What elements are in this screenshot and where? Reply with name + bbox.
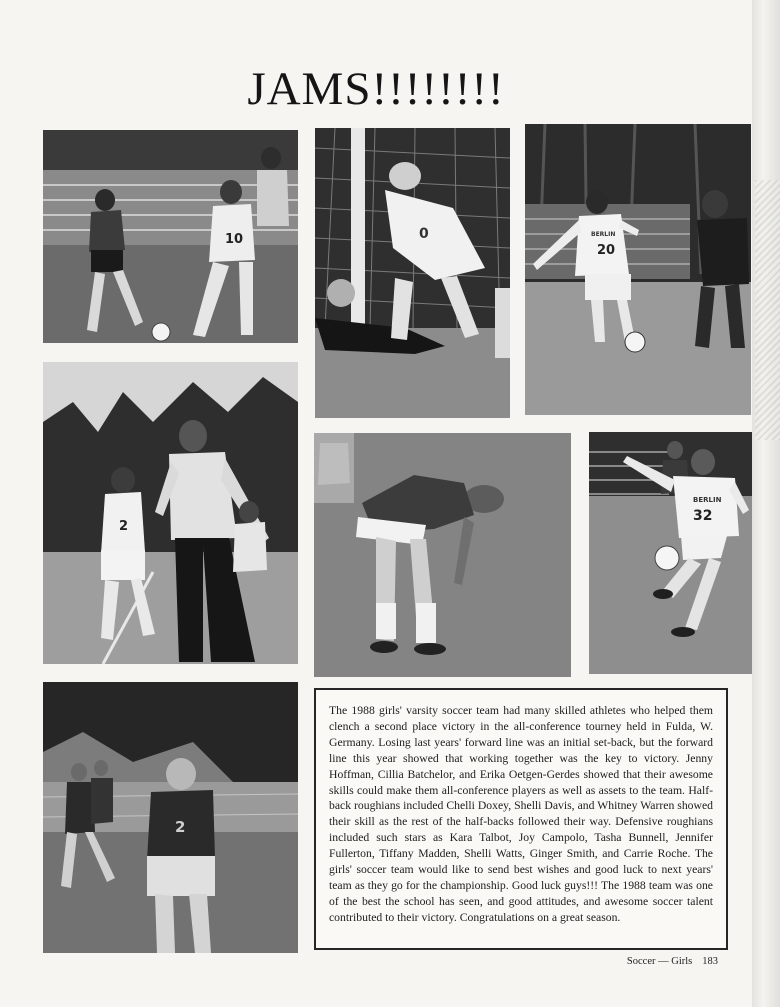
photo-team-on-field xyxy=(43,682,298,953)
section-label: Soccer — Girls xyxy=(626,956,693,967)
jersey-team-name: BERLIN xyxy=(693,496,722,504)
page-edge-shadow xyxy=(752,0,780,1007)
photo-player-bending xyxy=(314,433,571,677)
page-footer xyxy=(617,956,718,967)
jersey-number: 32 xyxy=(693,508,713,524)
jersey-number: 2 xyxy=(119,519,129,534)
photo-forward-dribble xyxy=(43,130,298,343)
jersey-number: 0 xyxy=(419,226,429,242)
caption-text: The 1988 girls' varsity soccer team had many skilled athletes who helped them clench a second place victory in the all-conference tourney held in Fulda, W. Germany. Losing last years' forward line was an initial set-back, but the forward line this year showed that working together was the key to victory. Jenny Hoffman, Cillia Batchelor, and Erika Oetgen-Gerdes showed that their awesome skills could make them all-conference players as well as assets to the team. Half-back roughians included Chelli Doxey, Shelli Davis, and Whitney Warren showed their skill as the rest of the half-backs followed their way. Defensive roughians included such stars as Kara Talbot, Joy Campolo, Tasha Bunnell, Jennifer Fullerton, Tiffany Madden, Shelli Watts, Ginger Smith, and Carrie Roche. The girls' soccer team would like to send best wishes and good luck to next years' team as they go for the championship. Good luck guys!!! The 1988 team was one of the best the school has seen, and good attitudes, and awesome soccer talent contributed to their victory. Congratulations on a great season. xyxy=(329,704,713,924)
jersey-number: 20 xyxy=(597,243,616,258)
photo-goal-scramble xyxy=(315,128,510,418)
page-title: JAMS!!!!!!!! xyxy=(247,63,505,115)
caption-box xyxy=(314,688,728,950)
jersey-team-name: BERLIN xyxy=(591,231,616,238)
jersey-number: 2 xyxy=(175,818,186,836)
page-number: 183 xyxy=(702,956,718,967)
photo-coach-and-player xyxy=(43,362,298,664)
photo-player-20 xyxy=(525,124,751,415)
photo-player-32-kick xyxy=(589,432,752,674)
scan-edge-artifact xyxy=(755,180,780,440)
jersey-number: 10 xyxy=(225,232,244,247)
